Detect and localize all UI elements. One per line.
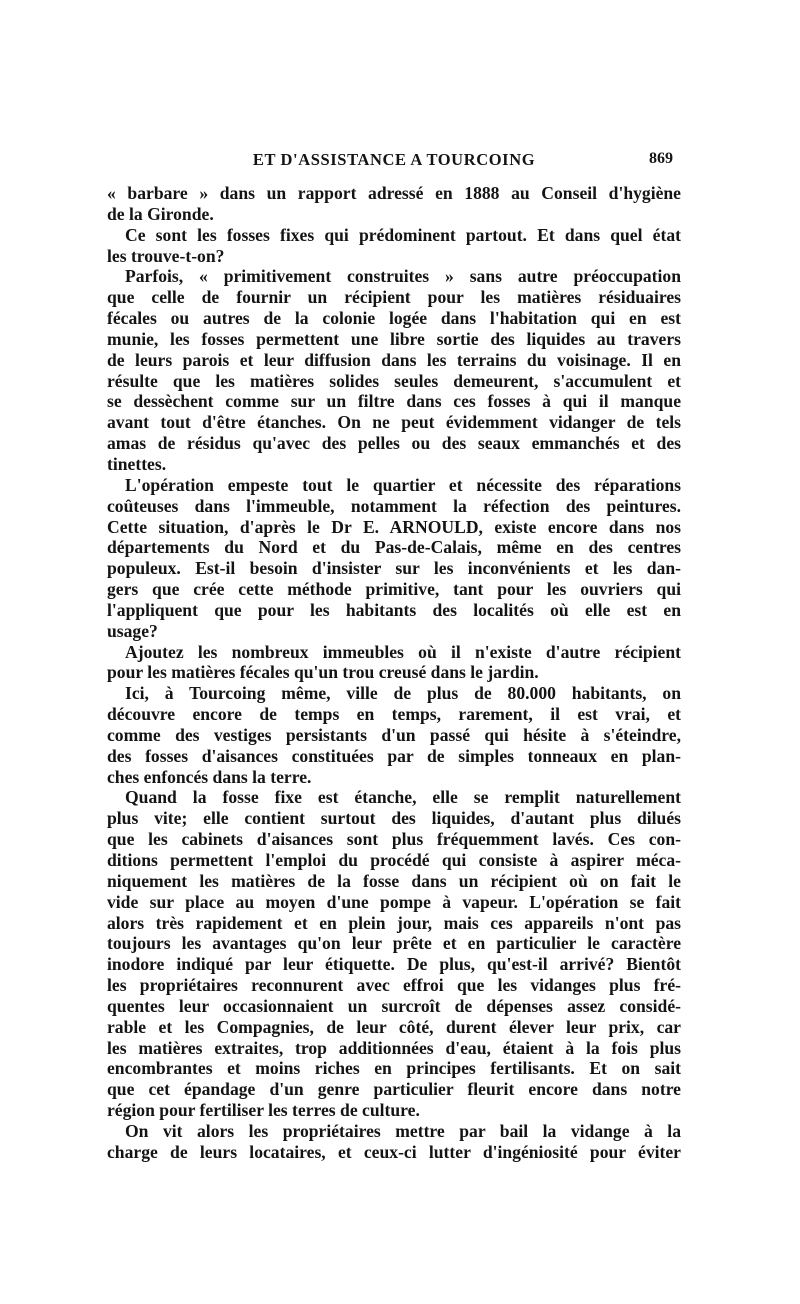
- text-line: inodore indiqué par leur étiquette. De plus, qu'est-il arrivé? Bientôt: [107, 954, 681, 975]
- text-line: avant tout d'être étanches. On ne peut évidemment vidanger de tels: [107, 412, 681, 433]
- text-line: des fosses d'aisances constituées par de simples tonneaux en plan-: [107, 745, 681, 766]
- text-line: que cet épandage d'un genre particulier fleurit encore dans notre: [107, 1079, 681, 1100]
- text-line: les matières extraites, trop additionnées d'eau, étaient à la fois plus: [107, 1037, 681, 1058]
- text-line: munie, les fosses permettent une libre sortie des liquides au travers: [107, 328, 681, 349]
- text-line: toujours les avantages qu'on leur prête et en particulier le caractère: [107, 933, 681, 954]
- text-line: L'opération empeste tout le quartier et nécessite des réparations: [125, 474, 681, 495]
- text-line: fécales ou autres de la colonie logée dans l'habitation qui en est: [107, 308, 681, 329]
- text-line: plus vite; elle contient surtout des liquides, d'autant plus dilués: [107, 808, 681, 829]
- text-line: ches enfoncés dans la terre.: [107, 766, 312, 787]
- text-line: Cette situation, d'après le Dr E. ARNOULD, existe encore dans nos: [107, 516, 681, 537]
- text-line: de la Gironde.: [107, 203, 214, 224]
- text-line: Ajoutez les nombreux immeubles où il n'existe d'autre récipient: [125, 641, 681, 662]
- text-line: l'appliquent que pour les habitants des localités où elle est en: [107, 599, 681, 620]
- text-line: alors très rapidement et en plein jour, mais ces appareils n'ont pas: [107, 912, 681, 933]
- page-number: 869: [649, 150, 673, 167]
- text-line: niquement les matières de la fosse dans un récipient où on fait le: [107, 870, 681, 891]
- body-text: [107, 183, 681, 1163]
- text-line: tinettes.: [107, 453, 167, 474]
- text-line: résulte que les matières solides seules demeurent, s'accumulent et: [107, 370, 681, 391]
- text-line: départements du Nord et du Pas-de-Calais, même en des centres: [107, 537, 681, 558]
- text-line: On vit alors les propriétaires mettre par bail la vidange à la: [125, 1120, 681, 1141]
- text-line: les trouve-t-on?: [107, 245, 225, 266]
- text-line: ditions permettent l'emploi du procédé qui consiste à aspirer méca-: [107, 850, 681, 870]
- text-line: que celle de fournir un récipient pour les matières résiduaires: [107, 287, 681, 308]
- text-line: vide sur place au moyen d'une pompe à vapeur. L'opération se fait: [107, 891, 681, 912]
- text-line: Ici, à Tourcoing même, ville de plus de 80.000 habitants, on: [125, 683, 681, 704]
- text-line: se dessèchent comme sur un filtre dans ces fosses à qui il manque: [107, 391, 681, 412]
- text-line: quentes leur occasionnaient un surcroît de dépenses assez considé-: [107, 995, 681, 1016]
- text-line: coûteuses dans l'immeuble, notamment la réfection des peintures.: [107, 495, 681, 516]
- text-line: de leurs parois et leur diffusion dans les terrains du voisinage. Il en: [107, 349, 681, 370]
- text-line: Parfois, « primitivement construites » sans autre préoccupation: [125, 266, 681, 287]
- book-page: [107, 140, 681, 1163]
- text-line: gers que crée cette méthode primitive, tant pour les ouvriers qui: [107, 579, 681, 600]
- text-line: usage?: [107, 620, 158, 641]
- text-line: les propriétaires reconnurent avec effroi que les vidanges plus fré-: [107, 975, 681, 996]
- text-line: découvre encore de temps en temps, rarement, il est vrai, et: [107, 704, 681, 725]
- text-line: encombrantes et moins riches en principes fertilisants. Et on sait: [107, 1058, 681, 1079]
- text-line: charge de leurs locataires, et ceux-ci lutter d'ingéniosité pour éviter: [107, 1141, 681, 1162]
- text-line: comme des vestiges persistants d'un passé qui hésite à s'éteindre,: [107, 724, 681, 745]
- text-line: que les cabinets d'aisances sont plus fréquemment lavés. Ces con-: [107, 829, 681, 850]
- text-line: amas de résidus qu'avec des pelles ou des seaux emmanchés et des: [107, 433, 681, 454]
- text-line: « barbare » dans un rapport adressé en 1888 au Conseil d'hygiène: [107, 183, 681, 203]
- page-header: [107, 140, 681, 180]
- text-line: région pour fertiliser les terres de culture.: [107, 1100, 420, 1121]
- text-line: pour les matières fécales qu'un trou creusé dans le jardin.: [107, 662, 539, 683]
- text-line: populeux. Est-il besoin d'insister sur les inconvénients et les dan-: [107, 558, 681, 579]
- running-title: ET D'ASSISTANCE A TOURCOING: [252, 150, 536, 169]
- text-line: Quand la fosse fixe est étanche, elle se remplit naturellement: [125, 787, 681, 808]
- text-line: Ce sont les fosses fixes qui prédominent partout. Et dans quel état: [125, 224, 681, 245]
- text-line: rable et les Compagnies, de leur côté, durent élever leur prix, car: [107, 1016, 681, 1037]
